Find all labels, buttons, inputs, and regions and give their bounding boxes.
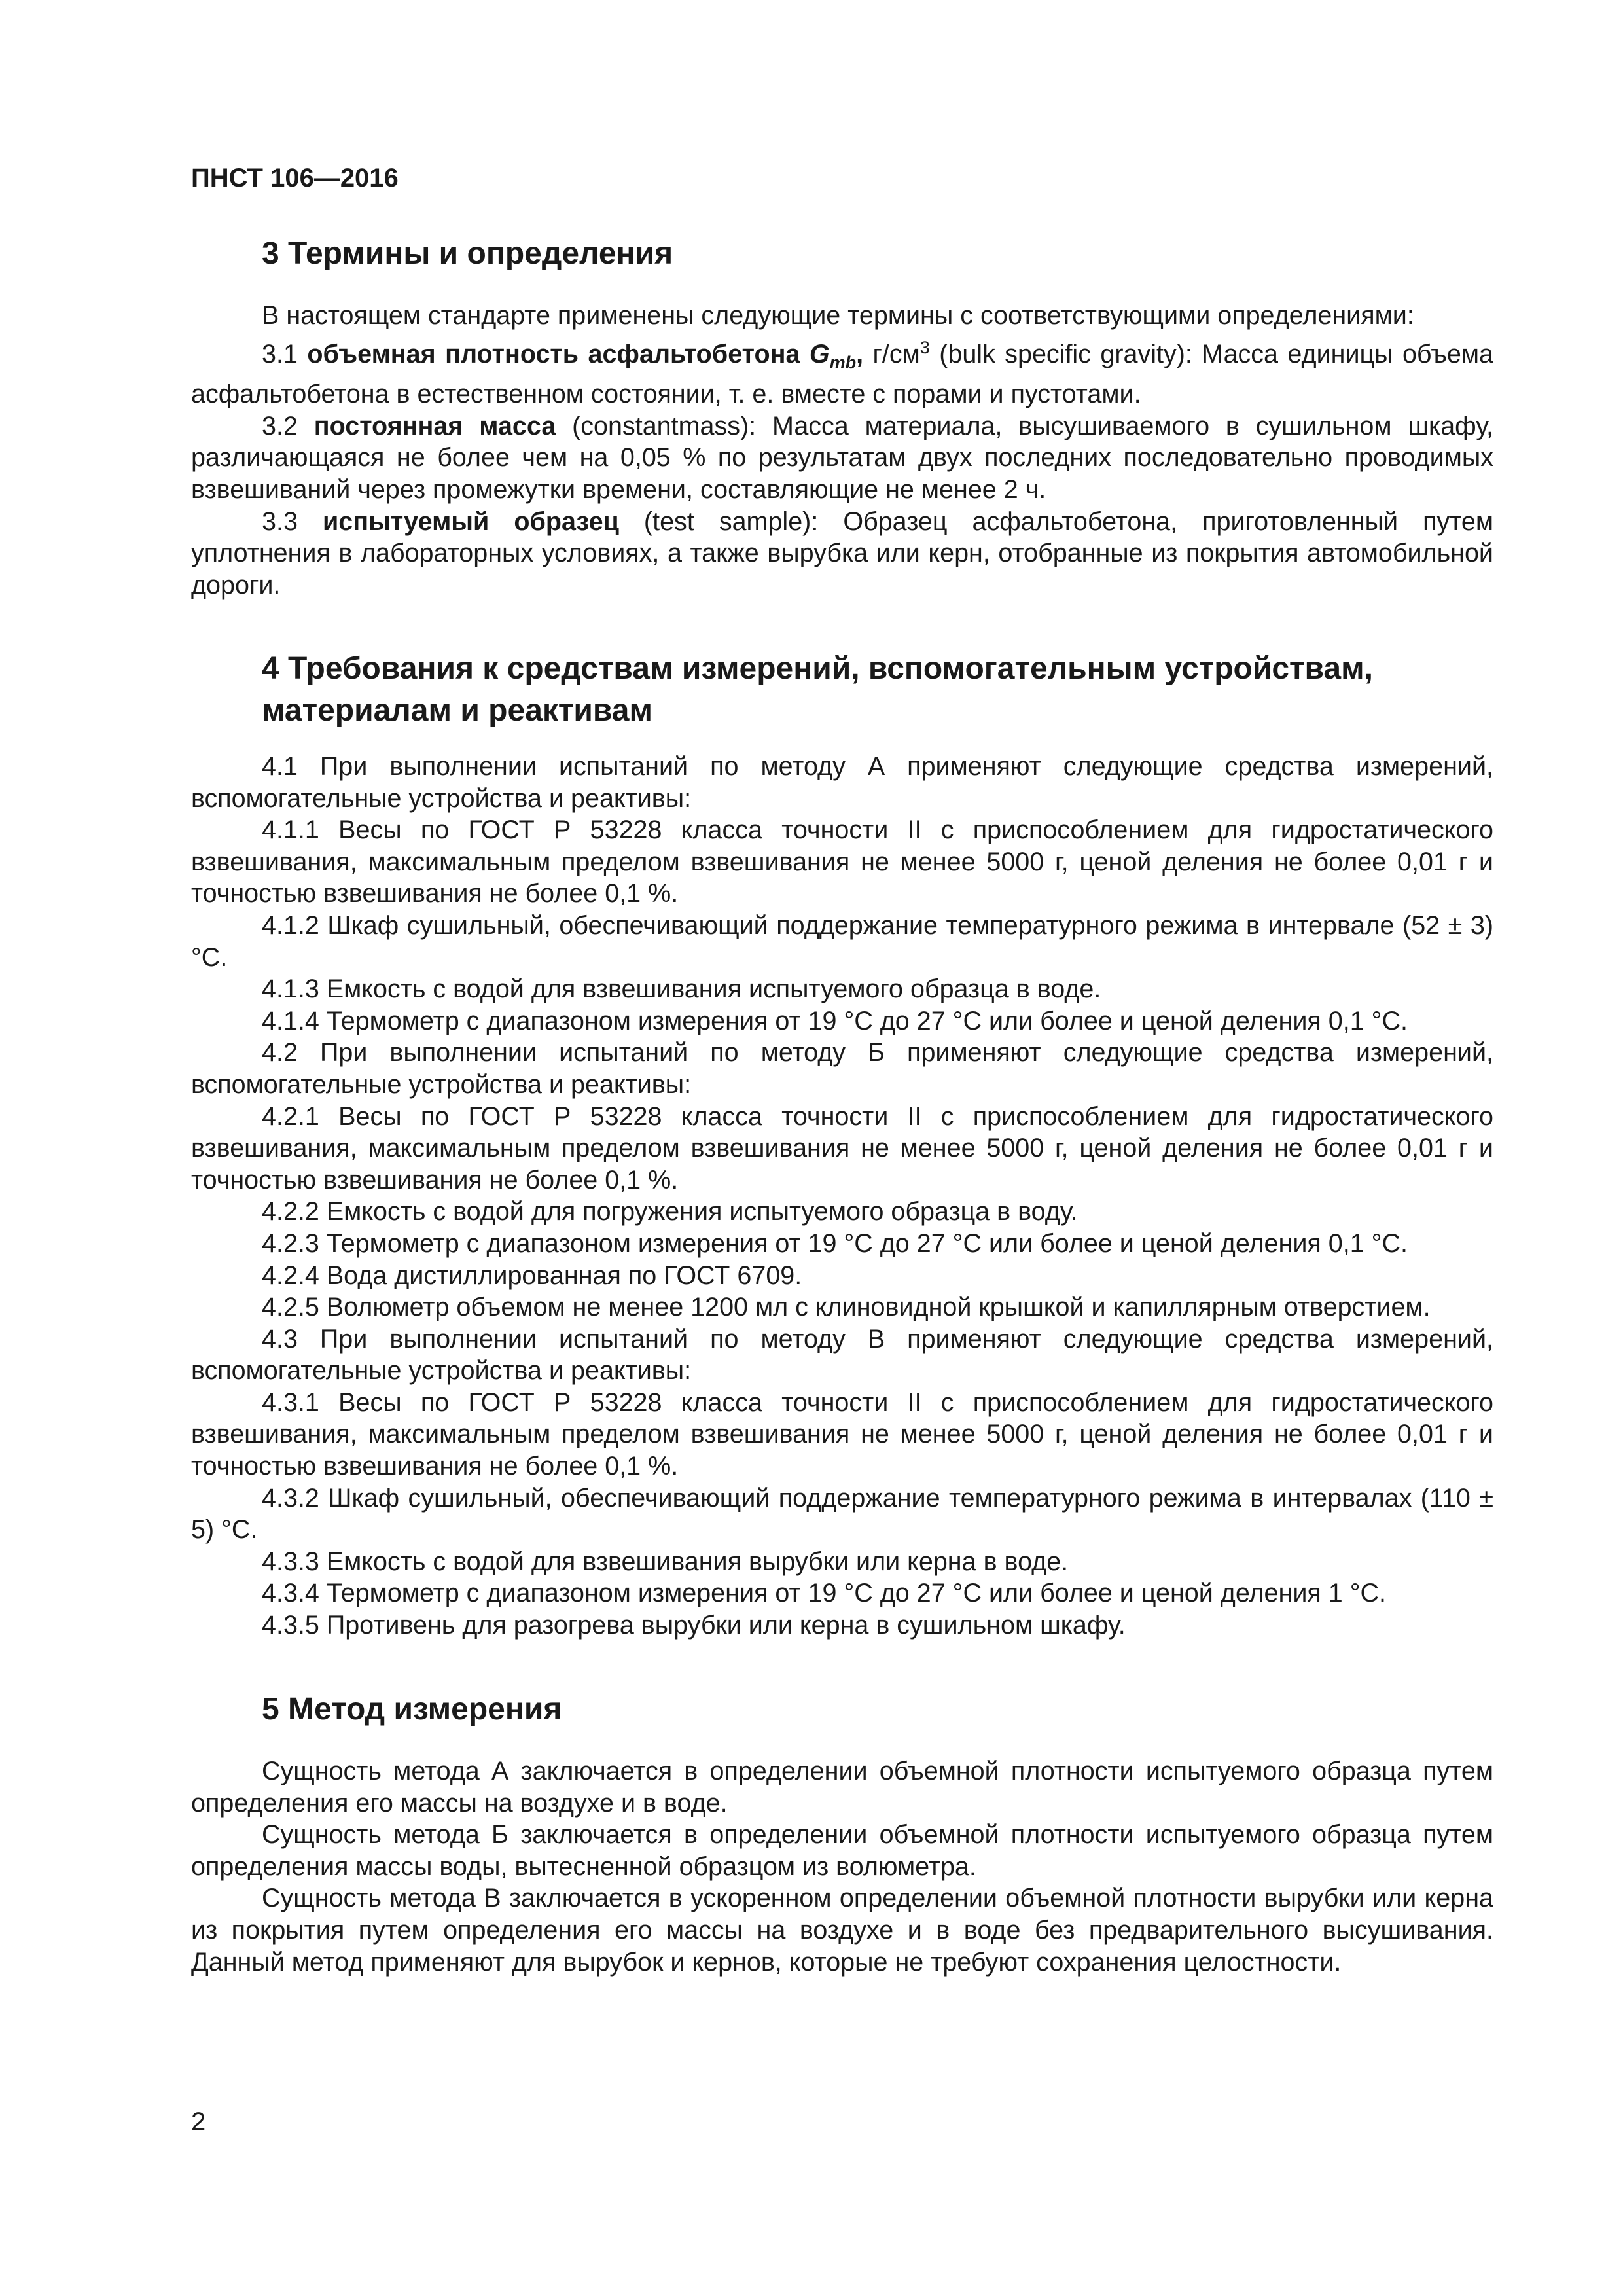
- paragraph-4-1-3: 4.1.3 Емкость с водой для взвешивания испытуемого образца в воде.: [262, 975, 1101, 1004]
- paragraph-4-2-4: 4.2.4 Вода дистиллированная по ГОСТ 6709.: [262, 1261, 802, 1290]
- section-3-heading: 3 Термины и определения: [262, 236, 673, 271]
- paragraph-4-2-5: 4.2.5 Волюметр объемом не менее 1200 мл с клиновидной крышкой и капиллярным отверстием.: [262, 1293, 1431, 1322]
- page-number: 2: [191, 2108, 206, 2136]
- section-4-heading-line-1: 4 Требования к средствам измерений, вспомогательным устройствам,: [262, 651, 1373, 686]
- section-4-body: [191, 751, 1493, 1641]
- paragraph-4-1-2: 4.1.2 Шкаф сушильный, обеспечивающий поддержание температурного режима в интервале (52 ± 3) °С.: [191, 910, 1493, 972]
- paragraph-4-3-4: 4.3.4 Термометр с диапазоном измерения от 19 °С до 27 °С или более и ценой деления 1 °С.: [262, 1579, 1386, 1608]
- paragraph-4-1: 4.1 При выполнении испытаний по методу А применяют следующие средства измерений, вспомогательные устройства и реактивы:: [191, 752, 1493, 813]
- paragraph-4-3-2: 4.3.2 Шкаф сушильный, обеспечивающий поддержание температурного режима в интервалах (110 ± 5) °С.: [191, 1483, 1493, 1545]
- term-3-3: 3.3 испытуемый образец (test sample): Образец асфальтобетона, приготовленный путем уплотнения в лабораторных условиях, а также вырубка или керн, отобранные из покрытия автомобильной дороги.: [191, 507, 1494, 600]
- paragraph-4-2-1: 4.2.1 Весы по ГОСТ Р 53228 класса точности II с приспособлением для гидростатического взвешивания, максимальным пределом взвешивания не менее 5000 г, ценой деления не более 0,01 г и точностью взвешивания не более 0,1 %.: [191, 1102, 1493, 1194]
- term-3-2: 3.2 постоянная масса (constantmass): Масса материала, высушиваемого в сушильном шкафу, различающаяся не более чем на 0,05 % по результатам двух последних последовательно проводимых взвешиваний через промежутки времени, составляющие не менее 2 ч.: [191, 411, 1493, 505]
- paragraph-4-2-3: 4.2.3 Термометр с диапазоном измерения от 19 °С до 27 °С или более и ценой деления 0,1 °С.: [262, 1229, 1408, 1258]
- method-b-paragraph: Сущность метода Б заключается в определении объемной плотности испытуемого образца путем определения массы воды, вытесненной образцом из волюметра.: [191, 1820, 1493, 1881]
- section-3-body: [191, 300, 1493, 601]
- section-5-body: [191, 1755, 1493, 1978]
- document-id-header: ПНСТ 106—2016: [191, 164, 399, 192]
- paragraph-4-1-1: 4.1.1 Весы по ГОСТ Р 53228 класса точности II с приспособлением для гидростатического взвешивания, максимальным пределом взвешивания не менее 5000 г, ценой деления не более 0,01 г и точностью взвешивания не более 0,1 %.: [191, 816, 1493, 908]
- section-4-heading: [262, 648, 1373, 732]
- paragraph-4-2-2: 4.2.2 Емкость с водой для погружения испытуемого образца в воду.: [262, 1197, 1078, 1227]
- method-v-paragraph: Сущность метода В заключается в ускоренном определении объемной плотности вырубки или керна из покрытия путем определения его массы на воздухе и в воде без предварительного высушивания. Данный метод применяют для вырубок и кернов, которые не требуют сохранения целостности.: [191, 1884, 1493, 1977]
- paragraph-4-3: 4.3 При выполнении испытаний по методу В применяют следующие средства измерений, вспомогательные устройства и реактивы:: [191, 1324, 1493, 1386]
- section-5-heading: 5 Метод измерения: [262, 1692, 562, 1727]
- section-3-intro: В настоящем стандарте применены следующие термины с соответствующими определениями:: [262, 301, 1414, 330]
- paragraph-4-1-4: 4.1.4 Термометр с диапазоном измерения от 19 °С до 27 °С или более и ценой деления 0,1 °С.: [262, 1006, 1408, 1035]
- paragraph-4-3-1: 4.3.1 Весы по ГОСТ Р 53228 класса точности II с приспособлением для гидростатического взвешивания, максимальным пределом взвешивания не менее 5000 г, ценой деления не более 0,01 г и точностью взвешивания не более 0,1 %.: [191, 1388, 1493, 1481]
- method-a-paragraph: Сущность метода А заключается в определении объемной плотности испытуемого образца путем определения его массы на воздухе и в воде.: [191, 1757, 1493, 1818]
- paragraph-4-3-3: 4.3.3 Емкость с водой для взвешивания вырубки или керна в воде.: [262, 1547, 1069, 1576]
- paragraph-4-3-5: 4.3.5 Противень для разогрева вырубки или керна в сушильном шкафу.: [262, 1611, 1126, 1640]
- term-3-1: 3.1 объемная плотность асфальтобетона $G_{mb}$, $г/см^3$ (bulk specific gravity): Масса единицы объема асфальтобетона в естественном состоянии, т. е. вместе с порами и пустотами.: [191, 337, 1494, 409]
- paragraph-4-2: 4.2 При выполнении испытаний по методу Б применяют следующие средства измерений, вспомогательные устройства и реактивы:: [191, 1038, 1493, 1099]
- section-4-heading-line-2: материалам и реактивам: [262, 693, 652, 728]
